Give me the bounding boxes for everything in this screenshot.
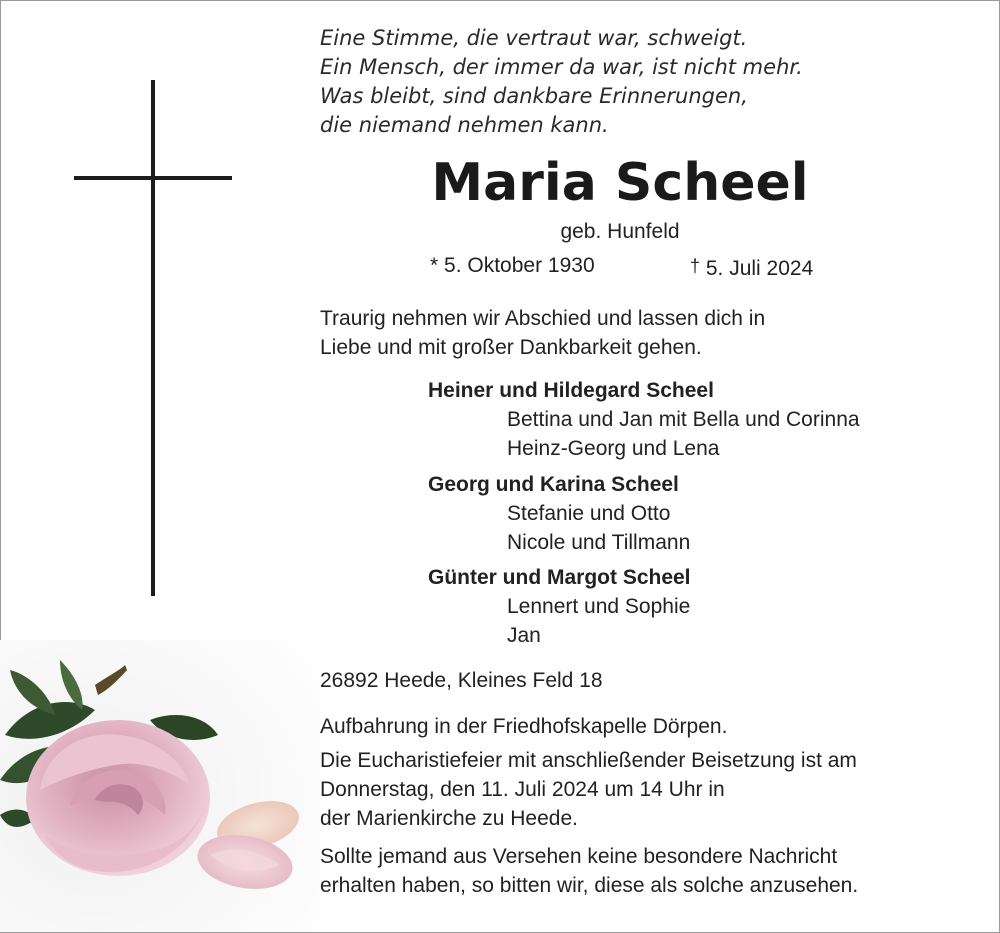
poem-line: Was bleibt, sind dankbare Erinnerungen, (320, 84, 748, 108)
family-head: Georg und Karina Scheel (428, 473, 679, 496)
family-group (428, 563, 691, 650)
farewell-line: Traurig nehmen wir Abschied und lassen dich in (320, 307, 766, 330)
deceased-name: Maria Scheel (431, 153, 809, 213)
poem-line: Ein Mensch, der immer da war, ist nicht mehr. (320, 55, 803, 79)
birth-date: 5. Oktober 1930 (444, 254, 595, 277)
birth-date-line (430, 252, 595, 280)
death-symbol: † (690, 256, 701, 276)
service-info (320, 746, 857, 833)
cross-icon-vertical (151, 80, 155, 596)
farewell-text (320, 304, 765, 362)
address: 26892 Heede, Kleines Feld 18 (320, 669, 603, 692)
farewell-line: Liebe und mit großer Dankbarkeit gehen. (320, 336, 702, 359)
memorial-poem (320, 24, 880, 140)
service-line: Die Eucharistiefeier mit anschließender Beisetzung ist am (320, 749, 857, 772)
death-date-line (690, 252, 813, 283)
notice-line: Sollte jemand aus Versehen keine besondere Nachricht (320, 845, 838, 868)
family-head: Heiner und Hildegard Scheel (428, 379, 714, 402)
family-member: Lennert und Sophie (507, 595, 691, 618)
notice-line: erhalten haben, so bitten wir, diese als solche anzusehen. (320, 874, 859, 897)
death-date: 5. Juli 2024 (705, 257, 814, 280)
service-line: Donnerstag, den 11. Juli 2024 um 14 Uhr in (320, 778, 725, 801)
family-member: Nicole und Tillmann (507, 531, 691, 554)
poem-line: die niemand nehmen kann. (320, 113, 609, 137)
family-member: Jan (507, 624, 541, 647)
cross-icon-horizontal (74, 176, 232, 180)
service-line: der Marienkirche zu Heede. (320, 807, 578, 830)
family-member: Heinz-Georg und Lena (507, 437, 720, 460)
viewing-info: Aufbahrung in der Friedhofskapelle Dörpen. (320, 715, 728, 738)
rose-image (0, 640, 320, 932)
poem-line: Eine Stimme, die vertraut war, schweigt. (320, 26, 748, 50)
family-head: Günter und Margot Scheel (428, 566, 691, 589)
family-member: Bettina und Jan mit Bella und Corinna (507, 408, 860, 431)
maiden-name: geb. Hunfeld (560, 220, 680, 243)
family-group (428, 470, 690, 557)
notice-text (320, 842, 858, 900)
family-member: Stefanie und Otto (507, 502, 671, 525)
family-group (428, 376, 860, 463)
birth-symbol: * (430, 254, 439, 277)
